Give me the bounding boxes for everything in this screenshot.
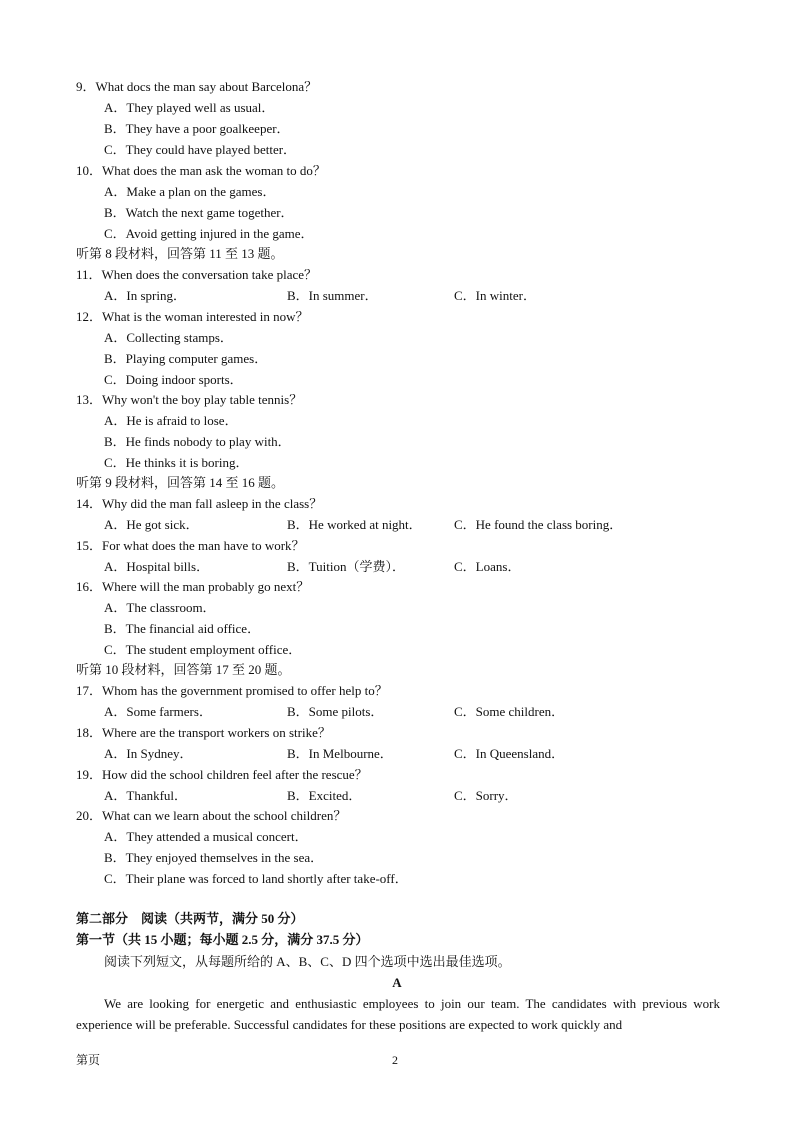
page-number: 2 [392, 1053, 398, 1067]
footer-page-label: 第页 [76, 1053, 101, 1067]
question-option: B．They enjoyed themselves in the sea． [104, 850, 324, 865]
question-stem: 19．How did the school children feel after the rescue？ [76, 767, 368, 782]
listening-section-header: 听第 8 段材料，回答第 11 至 13 题。 [76, 246, 284, 261]
question-option: C．The student employment office． [104, 642, 302, 657]
question-option: A．Hospital bills． [104, 559, 210, 574]
question-option: B．He worked at night． [287, 517, 422, 532]
question-option: A．They played well as usual． [104, 100, 275, 115]
question-option: A．The classroom． [104, 600, 216, 615]
question-option: A．In Sydney． [104, 746, 193, 761]
question-stem: 11．When does the conversation take place？ [76, 267, 318, 282]
instruction-text: 阅读下列短文，从每题所给的 A、B、C、D 四个选项中选出最佳选项。 [104, 954, 511, 969]
question-option: B．Watch the next game together． [104, 205, 294, 220]
passage-paragraph: We are looking for energetic and enthusiastic employees to join our team. The candidates with previous work experience will be preferable. Successful candidates for these positions are expected to work quickly and [76, 996, 720, 1032]
question-option: B．Excited． [287, 788, 362, 803]
question-stem: 10．What does the man ask the woman to do？ [76, 163, 326, 178]
question-option: B．Tuition（学费）． [287, 559, 405, 574]
question-option: B．The financial aid office． [104, 621, 261, 636]
question-stem: 20．What can we learn about the school children？ [76, 808, 347, 823]
question-option: C．In Queensland． [454, 746, 565, 761]
passage-label: A [392, 975, 402, 990]
question-option: B．In summer． [287, 288, 378, 303]
question-option: A．Collecting stamps． [104, 330, 233, 345]
question-option: C．They could have played better． [104, 142, 297, 157]
question-option: C．He found the class boring． [454, 517, 623, 532]
question-stem: 15．For what does the man have to work？ [76, 538, 305, 553]
question-stem: 9．What docs the man say about Barcelona？ [76, 79, 318, 94]
question-option: C．Doing indoor sports． [104, 372, 243, 387]
question-stem: 16．Where will the man probably go next？ [76, 579, 310, 594]
question-option: B．They have a poor goalkeeper． [104, 121, 290, 136]
part-title: 第二部分 阅读（共两节，满分 50 分） [76, 911, 304, 926]
question-option: A．In spring． [104, 288, 186, 303]
question-option: B．In Melbourne． [287, 746, 393, 761]
question-stem: 12．What is the woman interested in now？ [76, 309, 309, 324]
question-option: C．He thinks it is boring． [104, 455, 249, 470]
listening-section-header: 听第 10 段材料，回答第 17 至 20 题。 [76, 662, 291, 677]
section-title: 第一节（共 15 小题；每小题 2.5 分，满分 37.5 分） [76, 932, 369, 947]
question-option: C．Avoid getting injured in the game． [104, 226, 314, 241]
question-option: B．He finds nobody to play with． [104, 434, 291, 449]
question-option: C．Their plane was forced to land shortly after take-off． [104, 871, 408, 886]
question-option: C．Some children． [454, 704, 565, 719]
question-option: B．Playing computer games． [104, 351, 268, 366]
question-option: A．He is afraid to lose． [104, 413, 238, 428]
question-stem: 14．Why did the man fall asleep in the class？ [76, 496, 323, 511]
question-option: A．They attended a musical concert． [104, 829, 308, 844]
question-option: A．Some farmers． [104, 704, 212, 719]
question-option: A．Thankful． [104, 788, 188, 803]
question-option: A．He got sick． [104, 517, 199, 532]
question-option: C．Sorry． [454, 788, 518, 803]
question-option: C．In winter． [454, 288, 536, 303]
question-option: B．Some pilots． [287, 704, 384, 719]
listening-section-header: 听第 9 段材料，回答第 14 至 16 题。 [76, 475, 285, 490]
question-option: C．Loans． [454, 559, 521, 574]
question-option: A．Make a plan on the games． [104, 184, 276, 199]
question-stem: 18．Where are the transport workers on strike？ [76, 725, 331, 740]
question-stem: 13．Why won't the boy play table tennis？ [76, 392, 303, 407]
question-stem: 17．Whom has the government promised to offer help to？ [76, 683, 388, 698]
